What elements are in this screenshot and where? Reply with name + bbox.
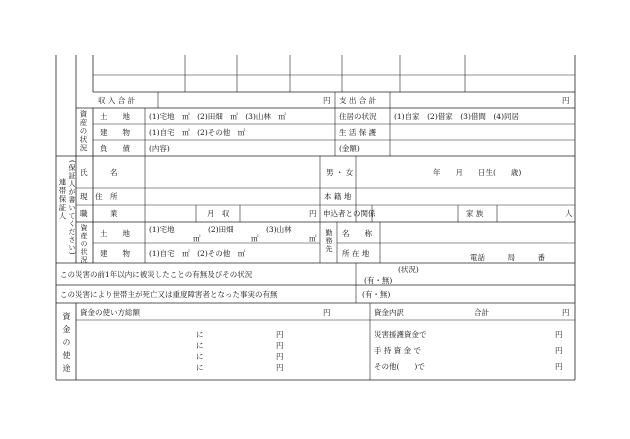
funds-breakdown-total: 合計 [474,308,489,317]
own-fund-yen: 円 [555,346,563,355]
income-yen: 円 [323,96,331,105]
use-row-4-yen: 円 [276,363,284,372]
guarantor-job-label: 職 業 [80,209,118,218]
guarantor-building-label: 建 物 [100,249,130,258]
building-label: 建 物 [100,128,130,137]
guarantor-land-sqm-a: ㎡ [193,234,201,243]
guarantor-building-options: (1)自宅 ㎡ (2)その他 ㎡ [149,249,246,258]
guarantor-assets-label: 資産の状況 [80,224,88,264]
relief-fund-yen: 円 [555,330,563,339]
welfare-label: 生 活 保 護 [339,128,377,137]
use-row-1-yen: 円 [276,330,284,339]
other-fund-label: その他( )で [374,362,425,371]
debt-content: (内容) [149,144,170,153]
use-row-2-yen: 円 [276,341,284,350]
death-yes-no: (有・無) [362,290,391,299]
guarantor-name-label: 氏 名 [80,168,118,177]
guarantor-income-yen: 円 [309,209,317,218]
guarantor-land-b: (2)田畑 [208,225,234,234]
guarantor-land-sqm-b: ㎡ [251,234,259,243]
land-options: (1)宅地 ㎡ (2)田畑 ㎡ (3)山林 ㎡ [149,112,286,121]
use-row-3: に [196,352,204,361]
assets-section-label: 資産の状況 [79,110,88,153]
guarantor-address-label: 現 住 所 [80,192,118,201]
guarantor-relation-label: 申込者との関係 [323,209,376,218]
residence-status-label: 住居の状況 [339,112,377,121]
debt-label: 負 債 [100,144,130,153]
guarantor-gender: 男 ・ 女 [326,168,354,177]
workplace-phone: 電話 局 番 [470,253,545,262]
expense-total-label: 支 出 合 計 [339,96,377,105]
prior-disaster-status: (状況) [398,265,419,274]
own-fund-label: 手 持 資 金 で [374,346,422,355]
guarantor-section-label: 連帯保証人 [58,178,67,221]
guarantor-income-label: 月 収 [207,209,230,218]
guarantor-land-label: 土 地 [100,229,130,238]
guarantor-persons: 人 [565,209,573,218]
income-total-label: 収 入 合 計 [98,96,136,105]
workplace-address-label: 所 在 地 [342,249,370,258]
guarantor-land-c: (3)山林 [266,225,292,234]
guarantor-land-a: (1)宅地 [149,225,175,234]
death-question: この災害により世帯主が死亡又は重度障害者となった事実の有無 [60,290,278,299]
guarantor-land-sqm-c: ㎡ [309,234,317,243]
building-options: (1)自宅 ㎡ (2)その他 ㎡ [149,128,246,137]
guarantor-domicile-label: 本 籍 地 [324,192,352,201]
prior-disaster-question: この災害の前1年以内に被災したことの有無及びその状況 [60,270,253,279]
funds-total-yen: 円 [323,308,331,317]
workplace-label: 勤務先 [325,229,333,253]
relief-fund-label: 災害援護資金で [374,330,427,339]
land-label: 土 地 [100,112,130,121]
use-row-4: に [196,363,204,372]
expense-yen: 円 [562,96,570,105]
prior-disaster-yes-no: (有・無) [364,276,393,285]
workplace-name-label: 名 称 [342,229,372,238]
guarantor-birth: 年 月 日生( 歳) [433,168,522,177]
funds-breakdown-label: 資金内訳 [374,308,404,317]
use-row-1: に [196,330,204,339]
funds-section-label: 資金の使途 [62,312,71,377]
other-fund-yen: 円 [555,362,563,371]
residence-options: (1)自家 (2)借家 (3)借間 (4)同居 [394,112,519,121]
funds-breakdown-yen: 円 [562,308,570,317]
debt-amount: (金額) [339,144,360,153]
use-row-2: に [196,341,204,350]
guarantor-family-label: 家 族 [466,209,484,218]
use-row-3-yen: 円 [276,352,284,361]
funds-total-label: 資金の使い方総額 [80,308,140,317]
guarantor-section-sub: (保証人が書いてください) [68,160,76,256]
